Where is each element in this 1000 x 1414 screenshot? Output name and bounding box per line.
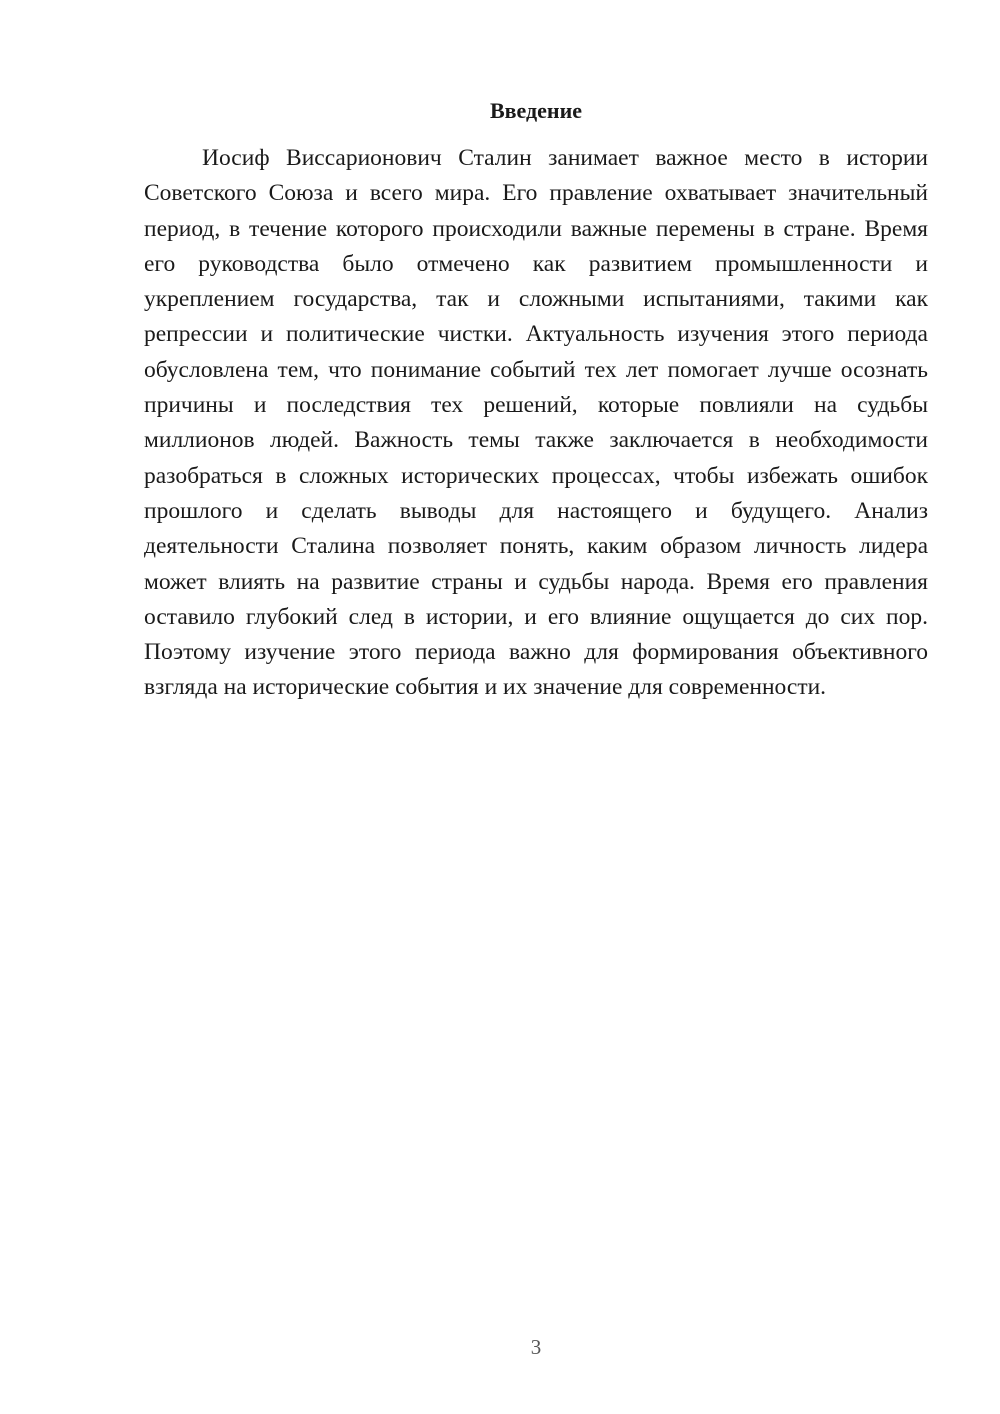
section-heading: Введение <box>489 98 583 123</box>
page-number: 3 <box>530 1335 542 1359</box>
body-paragraph: Иосиф Виссарионович Сталин занимает важное место в истории Советского Союза и всего мира. Его правление охватывает значительный период, в течение которого происходили важные перемены в стране. Время его руководства было отмечено как развитием промышленности и укреплением государства, так и сложными испытаниями, такими как репрессии и политические чистки. Актуальность изучения этого периода обусловлена тем, что понимание событий тех лет помогает лучше осознать причины и последствия тех решений, которые повлияли на судьбы миллионов людей. Важность темы также заключается в необходимости разобраться в сложных исторических процессах, чтобы избежать ошибок прошлого и сделать выводы для настоящего и будущего. Анализ деятельности Сталина позволяет понять, каким образом личность лидера может влиять на развитие страны и судьбы народа. Время его правления оставило глубокий след в истории, и его влияние ощущается до сих пор. Поэтому изучение этого периода важно для формирования объективного взгляда на исторические события и их значение для современности. <box>144 145 928 701</box>
